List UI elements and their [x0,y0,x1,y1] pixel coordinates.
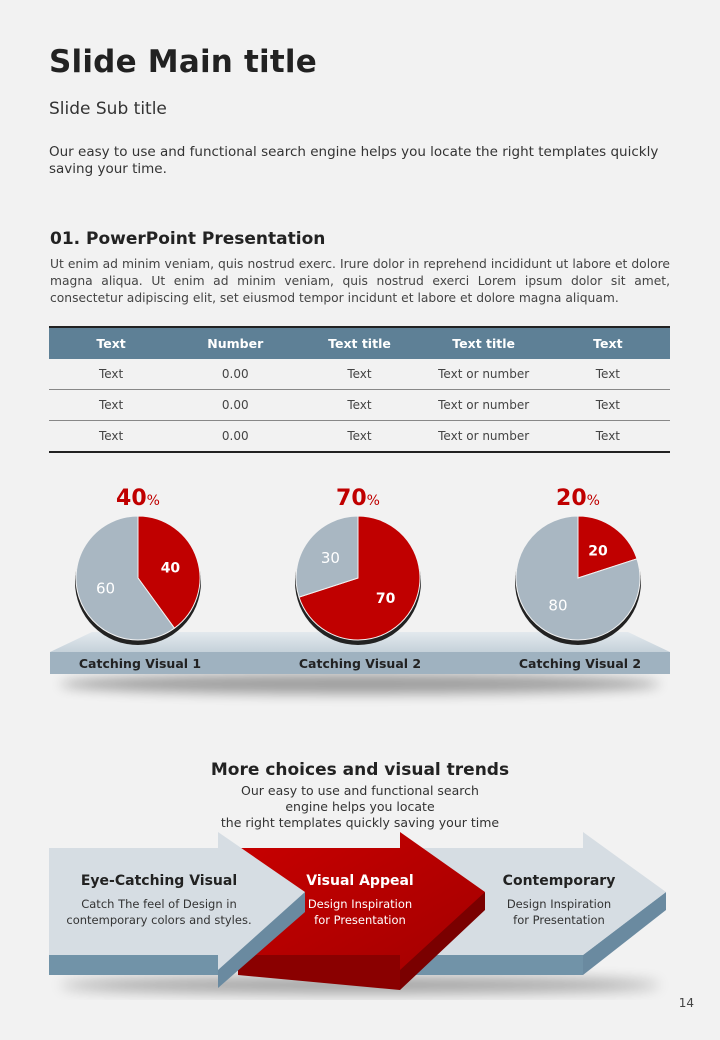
arrow-3-title: Contemporary [502,873,616,889]
pie-headline-value: 20 [556,486,587,511]
table-header-cell: Text [49,327,173,359]
table-cell: Text [546,421,670,453]
table-cell: Text or number [422,359,546,390]
pie-2 [295,516,421,645]
arrow-3-text [479,896,639,928]
pie-headline-2 [298,486,418,511]
table-cell: Text [546,359,670,390]
page-number: 14 [678,996,694,1010]
arrow-1-text [49,896,269,928]
page-subtitle: Slide Sub title [49,99,167,119]
pie-slice-label: 30 [320,548,340,567]
platform-shadow [60,674,660,694]
table-header-cell: Text title [422,327,546,359]
pie-caption-3: Catching Visual 2 [518,656,642,671]
arrow-1-title: Eye-Catching Visual [80,873,238,889]
pie-headline-1 [78,486,198,511]
pie-slice-label: 40 [160,560,181,577]
table-cell: 0.00 [173,390,297,421]
arrow-text-line: Catch The feel of Design in [81,897,237,911]
table-header-cell: Text [546,327,670,359]
pie-slice-label: 80 [548,596,568,615]
pie-headline-unit: % [146,493,160,509]
table-cell: Text [297,421,421,453]
section2-heading: More choices and visual trends [210,760,510,780]
section-heading: 01. PowerPoint Presentation [50,229,326,249]
arrow-2-title: Visual Appeal [306,873,414,889]
pie-headline-unit: % [586,493,600,509]
pie-3 [515,516,641,645]
pie-caption-1: Catching Visual 1 [78,656,202,671]
arrow-text-line: Design Inspiration [307,897,413,911]
pie-headline-unit: % [366,493,380,509]
table-cell: Text [546,390,670,421]
table-header-cell: Text title [297,327,421,359]
table-cell: Text or number [422,421,546,453]
section2-body-line: Our easy to use and functional search engine helps you locate [241,783,479,814]
table-cell: Text or number [422,390,546,421]
section2-body-line: the right templates quickly saving your time [220,815,500,830]
arrow-2-text [280,896,440,928]
table-cell: Text [297,390,421,421]
pie-group [75,516,641,645]
section-body: Ut enim ad minim veniam, quis nostrud exerc. Irure dolor in reprehend incididunt ut labore et dolore magna aliqua. Ut enim ad minim veniam, quis nostrud exerci Lorem ipsum dolor sit amet, consectetur adipiscing elit, set eiusmod tempor incidunt et labore et dolore magna aliquam. [50,257,670,305]
table-cell: Text [49,390,173,421]
arrow-text-line: Design Inspiration [506,897,612,911]
table-cell: 0.00 [173,421,297,453]
table-header-cell: Number [173,327,297,359]
pie-slice-label: 70 [375,591,396,608]
pie-caption-2: Catching Visual 2 [298,656,422,671]
arrow-text-line: for Presentation [513,913,605,927]
table-cell: Text [49,359,173,390]
pie-headline-value: 70 [336,486,367,511]
pie-slice-label: 60 [96,579,116,598]
arrow-text-line: for Presentation [314,913,406,927]
pie-1 [75,516,201,645]
table-cell: Text [49,421,173,453]
pie-slice-label: 20 [588,543,608,560]
pie-headline-3 [518,486,638,511]
arrow-text-line: contemporary colors and styles. [66,913,252,927]
table-cell: Text [297,359,421,390]
table-cell: 0.00 [173,359,297,390]
pie-headline-value: 40 [116,486,147,511]
intro-text: Our easy to use and functional search engine helps you locate the right templates quickly saving your time. [49,144,659,177]
page-title: Slide Main title [49,44,317,80]
